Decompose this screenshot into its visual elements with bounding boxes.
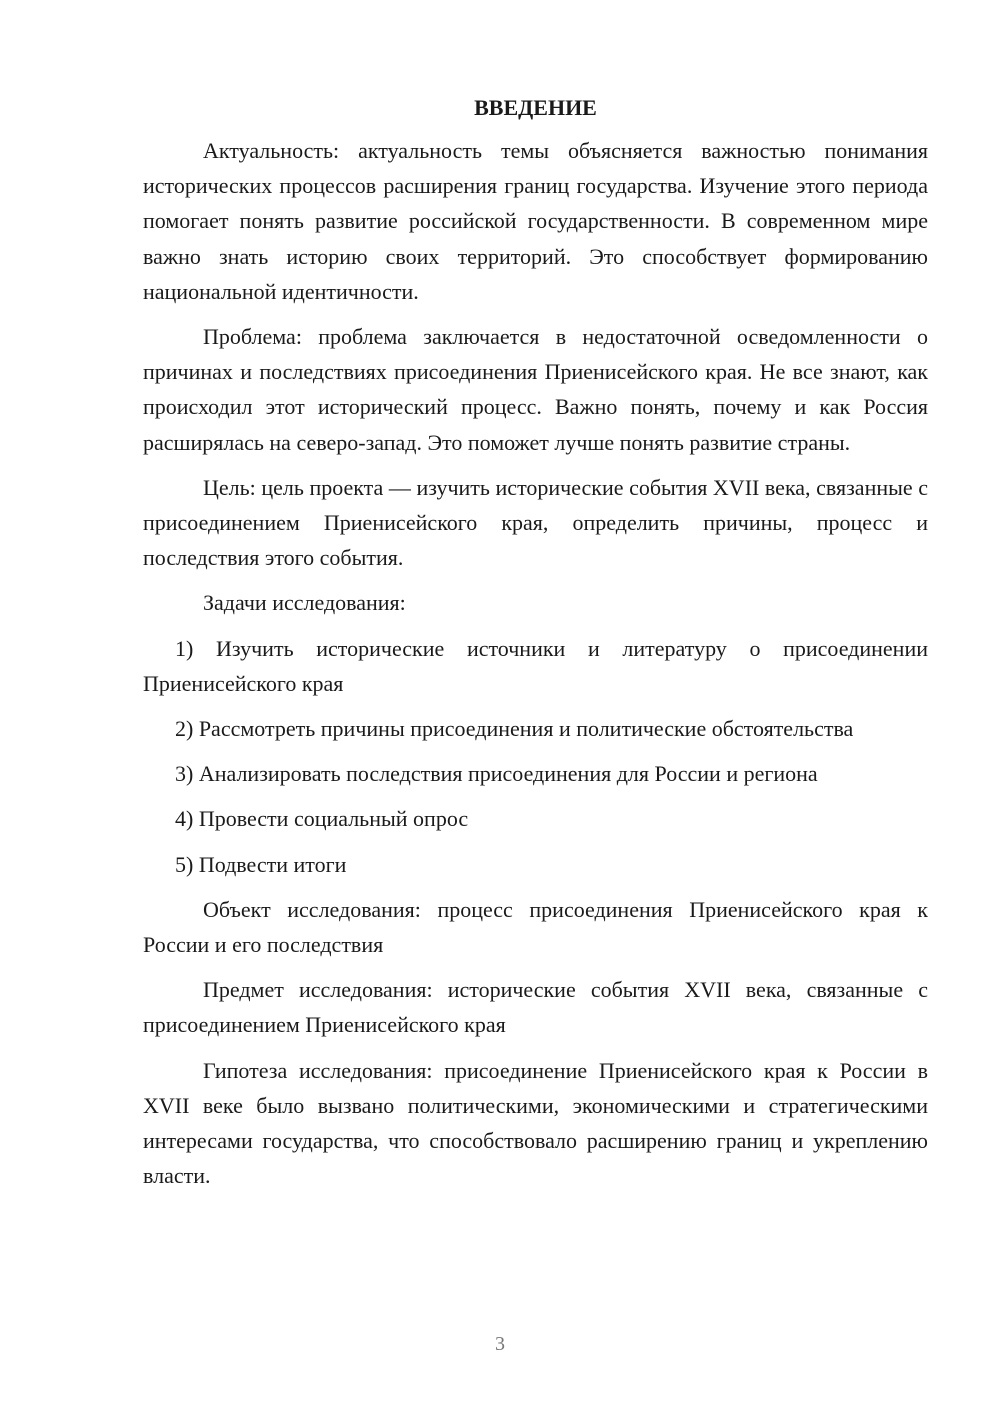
task-item: 4) Провести социальный опрос xyxy=(175,806,469,832)
goal-paragraph: Цель: цель проекта — изучить исторические события XVII века, связанные с присоединением Приенисейского края, определить причины, процесс и последствия этого события. xyxy=(143,474,928,571)
subject-paragraph: Предмет исследования: исторические события XVII века, связанные с присоединением Приенисейского края xyxy=(143,977,928,1038)
tasks-list xyxy=(143,631,928,882)
relevance-paragraph: Актуальность: актуальность темы объясняется важностью понимания исторических процессов расширения границ государства. Изучение этого периода помогает понять развитие российской государственности. В современном мире важно знать историю своих территорий. Это способствует формированию национальной идентичности. xyxy=(143,138,928,304)
section-title: ВВЕДЕНИЕ xyxy=(474,95,597,120)
hypothesis-paragraph: Гипотеза исследования: присоединение Приенисейского края к России в XVII веке было вызвано политическими, экономическими и стратегическими интересами государства, что способствовало расширению границ и укреплению власти. xyxy=(143,1057,928,1189)
object-paragraph: Объект исследования: процесс присоединения Приенисейского края к России и его последствия xyxy=(143,896,928,958)
task-item: 1) Изучить исторические источники и литературу о присоединении Приенисейского края xyxy=(143,635,928,696)
problem-paragraph: Проблема: проблема заключается в недостаточной осведомленности о причинах и последствиях присоединения Приенисейского края. Не все знают, как происходил этот исторический процесс. Важно понять, почему и как Россия расширялась на северо-запад. Это поможет лучше понять развитие страны. xyxy=(143,324,928,455)
task-item: 3) Анализировать последствия присоединения для России и региона xyxy=(175,761,818,787)
task-item: 2) Рассмотреть причины присоединения и политические обстоятельства xyxy=(175,716,854,742)
page-number: 3 xyxy=(495,1333,505,1355)
tasks-heading: Задачи исследования: xyxy=(203,590,406,616)
document-page xyxy=(143,90,928,1193)
task-item: 5) Подвести итоги xyxy=(175,851,347,877)
